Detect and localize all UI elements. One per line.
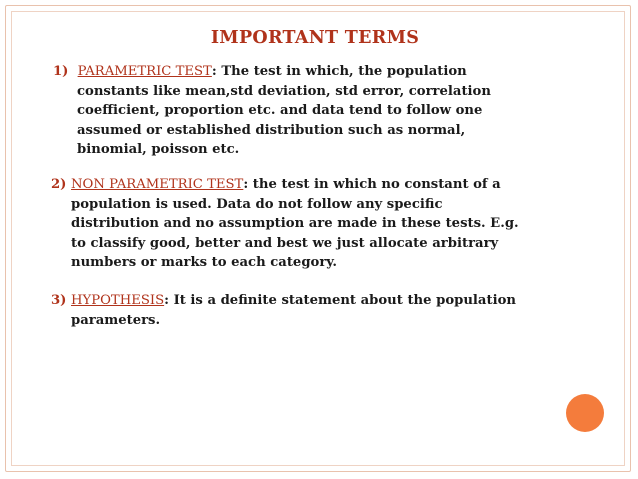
term-name: NON PARAMETRIC TEST [71,177,244,192]
term-definition-start: : The test in which, the population [211,64,467,79]
term-definition-line: distribution and no assumption are made in these tests. E.g. [71,216,519,232]
term-definition-line: assumed or established distribution such as normal, [77,122,466,138]
term-number: 3) [51,293,67,308]
term-first-line [53,62,553,82]
term-definition-line: parameters. [71,312,161,328]
decorative-circle [566,394,604,432]
term-parametric-test [53,62,553,160]
term-definition-line: constants like mean,std deviation, std error, correlation [77,83,491,99]
term-definition-line: numbers or marks to each category. [71,255,338,271]
term-definition-start: : It is a definite statement about the population [164,293,516,308]
term-name: PARAMETRIC TEST [77,64,212,79]
term-first-line [51,175,591,195]
term-definition-start: : the test in which no constant of a [243,177,501,192]
term-first-line [51,291,591,311]
term-name: HYPOTHESIS [71,293,165,308]
term-definition-line: population is used. Data do not follow any specific [71,196,443,212]
term-hypothesis [51,291,591,330]
term-definition-line: to classify good, better and best we just allocate arbitrary [71,235,499,251]
term-number: 1) [53,64,69,79]
term-number: 2) [51,177,67,192]
term-non-parametric-test [51,175,591,273]
term-definition-line: binomial, poisson etc. [77,142,240,158]
term-definition-line: coefficient, proportion etc. and data tend to follow one [77,103,483,119]
slide-title: IMPORTANT TERMS [210,28,420,48]
